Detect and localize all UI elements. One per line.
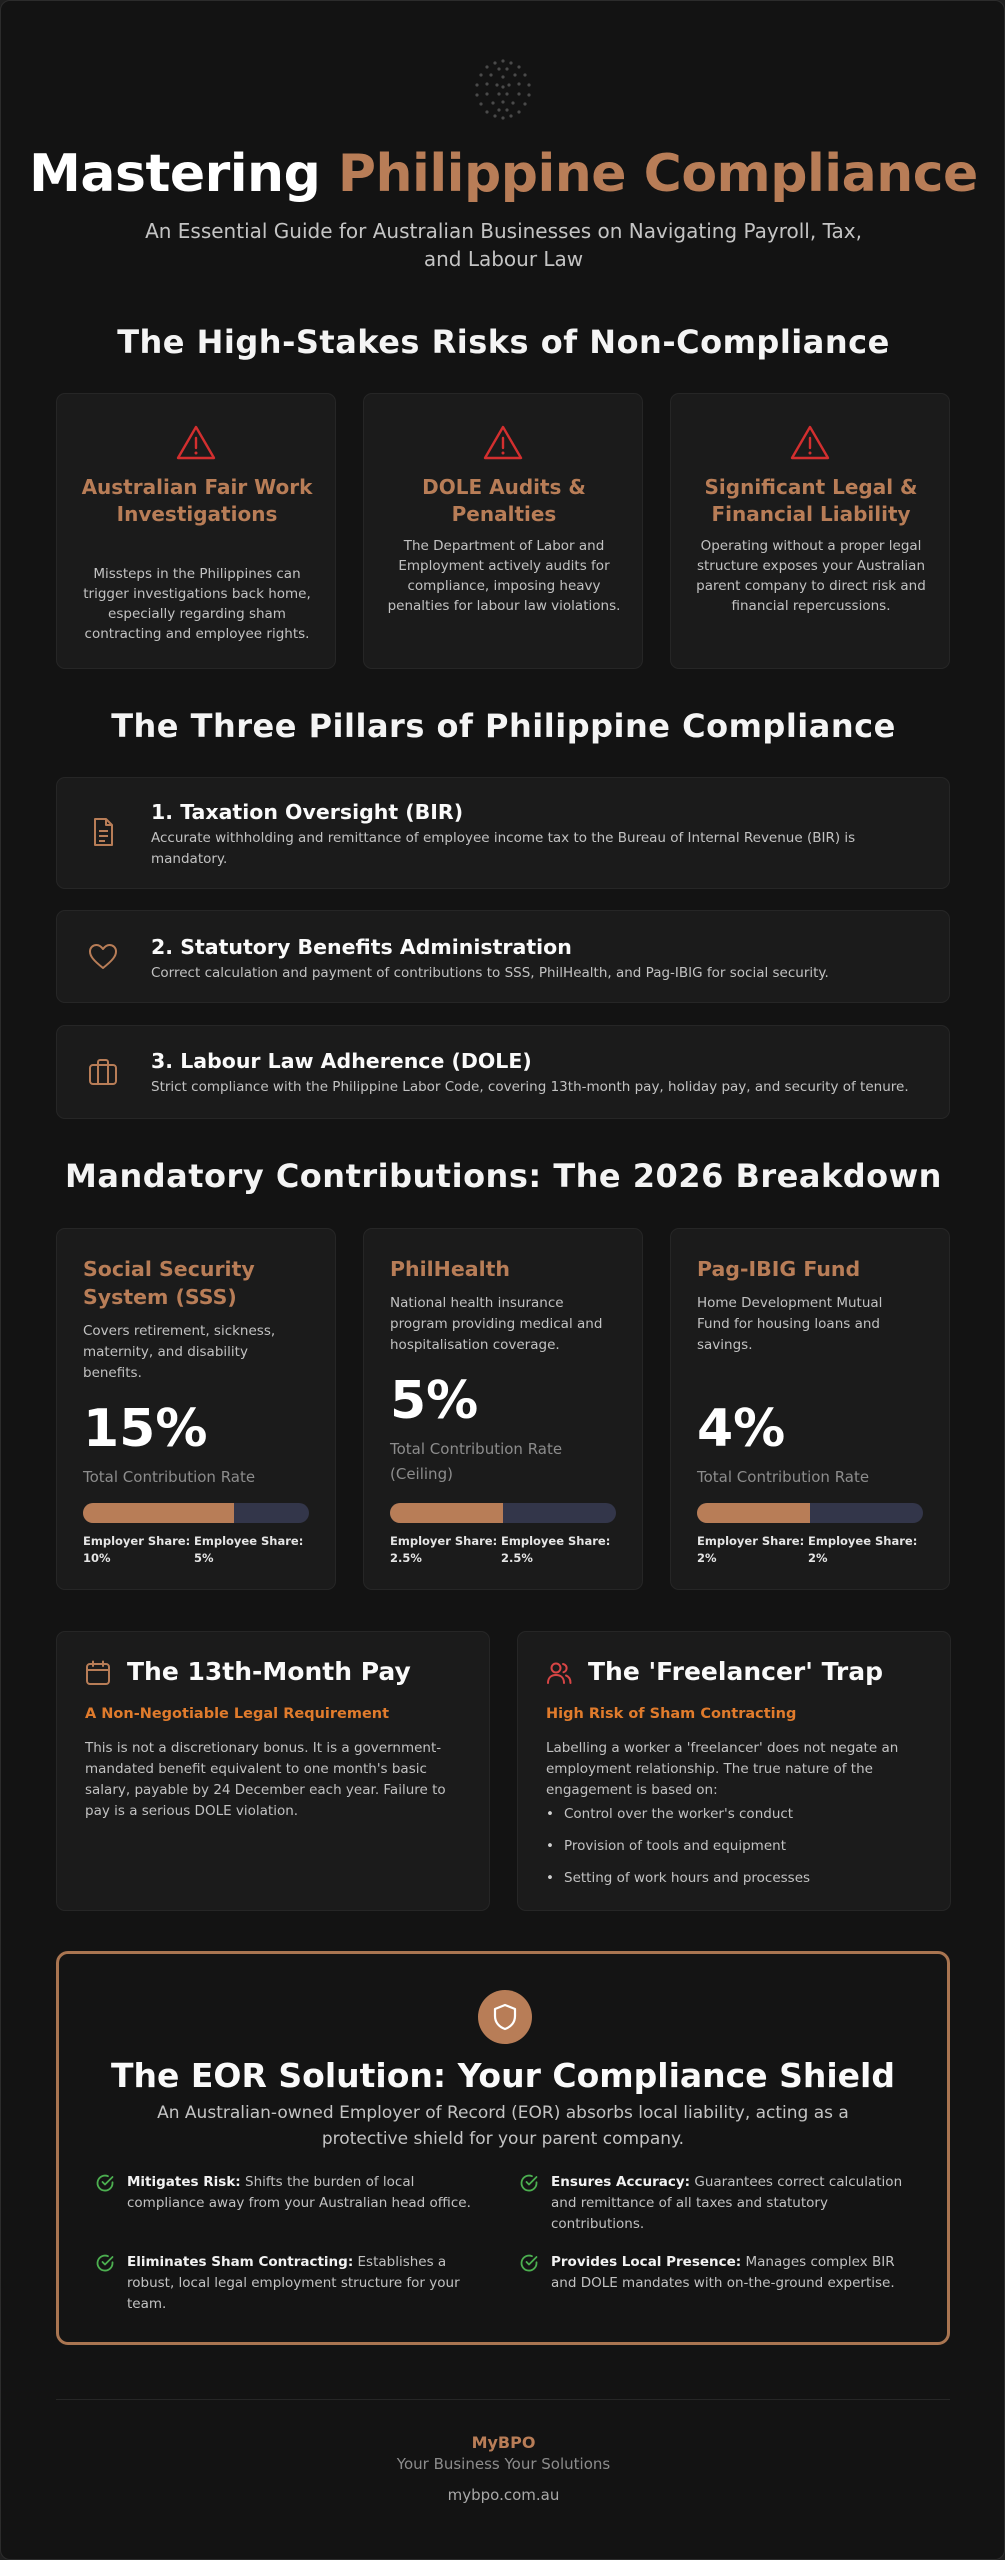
eor-title: The EOR Solution: Your Compliance Shield bbox=[111, 2056, 895, 2095]
risk-card bbox=[363, 393, 643, 669]
briefcase-icon bbox=[87, 1056, 119, 1088]
risk-text: Missteps in the Philippines can trigger investigations back home, especially regarding sham contracting and employee rights. bbox=[83, 566, 311, 642]
risk-text: The Department of Labor and Employment actively audits for compliance, imposing heavy penalties for labour law violations. bbox=[387, 538, 621, 614]
warning-triangle-icon bbox=[789, 424, 831, 462]
pillar-text: Strict compliance with the Philippine Labor Code, covering 13th-month pay, holiday pay, and security of tenure. bbox=[151, 1079, 909, 1095]
footer-divider bbox=[56, 2399, 950, 2400]
document-icon bbox=[87, 816, 119, 848]
employer-share-fill bbox=[390, 1503, 503, 1523]
contribution-share-bar bbox=[390, 1503, 616, 1523]
eor-feature-label: Provides Local Presence: bbox=[551, 2254, 742, 2270]
contribution-rate-label: Total Contribution Rate (Ceiling) bbox=[390, 1440, 563, 1483]
risk-card bbox=[56, 393, 336, 669]
contribution-rate: 15% bbox=[83, 1399, 208, 1459]
contributions-heading: Mandatory Contributions: The 2026 Breakdown bbox=[65, 1157, 942, 1195]
contribution-rate-label: Total Contribution Rate bbox=[697, 1468, 870, 1486]
thirteenth-month-title: The 13th-Month Pay bbox=[127, 1657, 411, 1686]
freelancer-trap-text: Labelling a worker a 'freelancer' does not negate an employment relationship. The true nature of the engagement is based on: bbox=[546, 1740, 899, 1798]
thirteenth-month-card bbox=[56, 1631, 490, 1911]
check-circle-icon bbox=[519, 2173, 539, 2193]
risk-title: Significant Legal & Financial Liability bbox=[704, 475, 918, 526]
contribution-share-bar bbox=[83, 1503, 309, 1523]
contribution-card-sss bbox=[56, 1228, 336, 1590]
pillars-heading: The Three Pillars of Philippine Compliance bbox=[111, 707, 896, 745]
risk-card bbox=[670, 393, 950, 669]
freelancer-criteria-list bbox=[546, 1804, 926, 1900]
eor-feature-text bbox=[551, 2172, 911, 2235]
contribution-title: Social Security System (SSS) bbox=[83, 1257, 255, 1309]
contribution-rate-label: Total Contribution Rate bbox=[83, 1468, 256, 1486]
freelancer-trap-title: The 'Freelancer' Trap bbox=[588, 1657, 883, 1686]
eor-feature-text bbox=[127, 2172, 487, 2214]
contribution-rate: 5% bbox=[390, 1371, 479, 1431]
warning-triangle-icon bbox=[175, 424, 217, 462]
freelancer-trap-subtitle: High Risk of Sham Contracting bbox=[546, 1706, 797, 1722]
employer-share: Employer Share: 2.5% bbox=[390, 1534, 498, 1565]
thirteenth-month-subtitle: A Non-Negotiable Legal Requirement bbox=[85, 1706, 390, 1722]
eor-subtitle: An Australian-owned Employer of Record (EOR) absorbs local liability, acting as a protective shield for your parent company. bbox=[157, 2103, 849, 2149]
page-title-part2: Philippine Compliance bbox=[337, 144, 978, 204]
contribution-description: Covers retirement, sickness, maternity, and disability benefits. bbox=[83, 1323, 276, 1381]
risks-heading: The High-Stakes Risks of Non-Compliance bbox=[117, 323, 890, 361]
eor-feature-description: Shifts the burden of local compliance away from your Australian head office. bbox=[127, 2174, 471, 2211]
list-item: • Provision of tools and equipment bbox=[546, 1836, 926, 1857]
contribution-description: National health insurance program providing medical and hospitalisation coverage. bbox=[390, 1295, 603, 1353]
check-circle-icon bbox=[95, 2173, 115, 2193]
calendar-icon bbox=[85, 1660, 111, 1686]
contribution-title: PhilHealth bbox=[390, 1257, 510, 1281]
contribution-share-bar bbox=[697, 1503, 923, 1523]
list-item: • Setting of work hours and processes bbox=[546, 1868, 926, 1889]
shield-icon bbox=[492, 2003, 518, 2031]
shield-badge bbox=[478, 1990, 532, 2044]
employer-share-fill bbox=[697, 1503, 810, 1523]
pillar-text: Accurate withholding and remittance of employee income tax to the Bureau of Internal Revenue (BIR) is mandatory. bbox=[151, 830, 856, 867]
employee-share: Employee Share: 5% bbox=[194, 1534, 304, 1565]
eor-feature-description: Guarantees correct calculation and remittance of all taxes and statutory contributions. bbox=[551, 2174, 903, 2232]
employee-share: Employee Share: 2.5% bbox=[501, 1534, 611, 1565]
pillar-card-benefits bbox=[56, 910, 950, 1003]
eor-feature-label: Ensures Accuracy: bbox=[551, 2174, 691, 2190]
page-title bbox=[1, 139, 1005, 209]
dotted-globe-icon bbox=[471, 57, 535, 121]
pillar-title: 2. Statutory Benefits Administration bbox=[151, 935, 572, 959]
risk-title: DOLE Audits & Penalties bbox=[422, 475, 586, 526]
heart-icon bbox=[87, 941, 119, 973]
risk-text: Operating without a proper legal structure exposes your Australian parent company to direct risk and financial repercussions. bbox=[696, 538, 926, 614]
users-icon bbox=[546, 1660, 572, 1686]
warning-triangle-icon bbox=[482, 424, 524, 462]
footer-tagline: Your Business Your Solutions bbox=[396, 2455, 611, 2473]
contribution-card-philhealth bbox=[363, 1228, 643, 1590]
pillar-title: 3. Labour Law Adherence (DOLE) bbox=[151, 1049, 532, 1073]
thirteenth-month-text: This is not a discretionary bonus. It is a government-mandated benefit equivalent to one month's basic salary, payable by 24 December each year. Failure to pay is a serious DOLE violation. bbox=[85, 1740, 446, 1819]
eor-feature-text bbox=[551, 2252, 911, 2294]
eor-feature-description: Establishes a robust, local legal employment structure for your team. bbox=[127, 2254, 460, 2312]
contribution-card-pagibig bbox=[670, 1228, 950, 1590]
contribution-rate: 4% bbox=[697, 1399, 786, 1459]
eor-feature-label: Mitigates Risk: bbox=[127, 2174, 241, 2190]
pillar-card-taxation bbox=[56, 777, 950, 889]
employee-share: Employee Share: 2% bbox=[808, 1534, 918, 1565]
eor-feature-text bbox=[127, 2252, 487, 2315]
employer-share: Employer Share: 2% bbox=[697, 1534, 805, 1565]
list-item: • Control over the worker's conduct bbox=[546, 1804, 926, 1825]
footer-url-link[interactable]: mybpo.com.au bbox=[447, 2486, 560, 2504]
check-circle-icon bbox=[95, 2253, 115, 2273]
contribution-description: Home Development Mutual Fund for housing loans and savings. bbox=[697, 1295, 883, 1353]
pillar-card-labour bbox=[56, 1025, 950, 1119]
check-circle-icon bbox=[519, 2253, 539, 2273]
freelancer-trap-card bbox=[517, 1631, 951, 1911]
eor-solution-panel bbox=[56, 1951, 950, 2345]
eor-feature-label: Eliminates Sham Contracting: bbox=[127, 2254, 354, 2270]
contribution-title: Pag-IBIG Fund bbox=[697, 1257, 861, 1281]
pillar-title: 1. Taxation Oversight (BIR) bbox=[151, 800, 464, 824]
employer-share-fill bbox=[83, 1503, 234, 1523]
footer-brand: MyBPO bbox=[471, 2433, 536, 2452]
risk-title: Australian Fair Work Investigations bbox=[81, 475, 313, 526]
pillar-text: Correct calculation and payment of contributions to SSS, PhilHealth, and Pag-IBIG for social security. bbox=[151, 965, 829, 981]
page-subtitle: An Essential Guide for Australian Businesses on Navigating Payroll, Tax, and Labour Law bbox=[145, 219, 862, 271]
eor-feature-description: Manages complex BIR and DOLE mandates with on-the-ground expertise. bbox=[551, 2254, 895, 2291]
page-title-part1: Mastering bbox=[29, 144, 321, 204]
employer-share: Employer Share: 10% bbox=[83, 1534, 191, 1565]
